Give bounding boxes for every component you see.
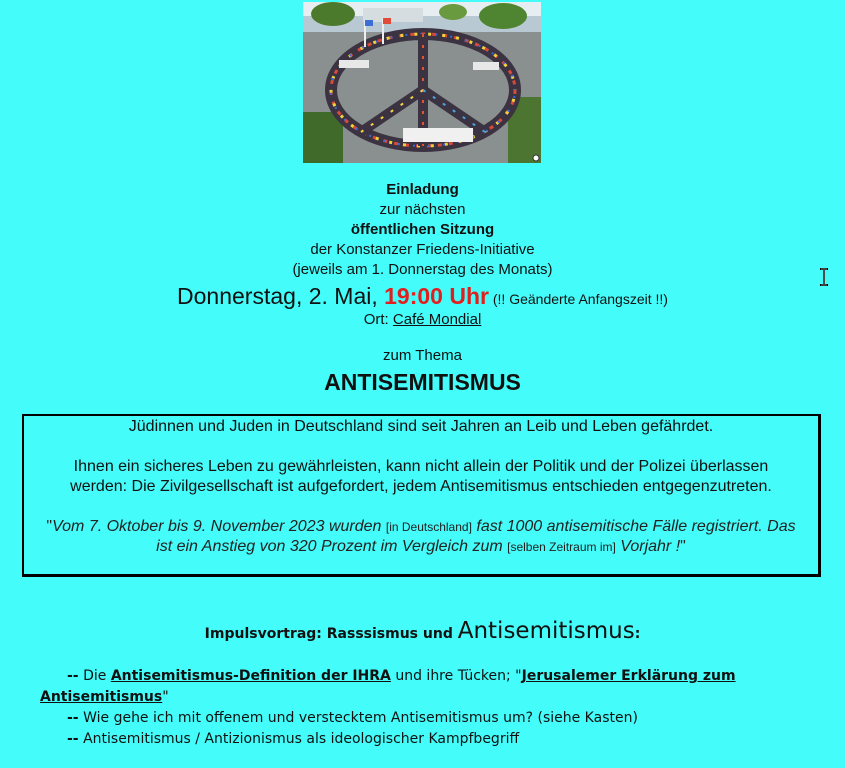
event-day: Donnerstag, 2. Mai, — [177, 283, 385, 309]
invitation-public-session: öffentlichen Sitzung — [350, 221, 495, 238]
talk-heading: Impulsvortrag: Rasssismus und Antisemitismus: — [204, 618, 641, 644]
jerusalem-declaration-link-cont[interactable]: Antisemitismus — [40, 689, 163, 705]
peace-sign-photo — [303, 2, 541, 163]
list-item: -- Die Antisemitismus-Definition der IHRA und ihre Tücken; "Jerusalemer Erklärung zum — [67, 668, 736, 684]
invitation-heading: Einladung — [386, 181, 459, 198]
bullet-dash: -- — [67, 710, 79, 726]
box-paragraph-danger: Jüdinnen und Juden in Deutschland sind seit Jahren an Leib und Leben gefährdet. — [128, 418, 714, 435]
text-cursor-icon — [818, 268, 830, 286]
info-box — [22, 414, 821, 577]
location-label: Ort: — [363, 311, 393, 328]
event-location — [0, 310, 845, 330]
time-change-note: (!! Geänderte Anfangszeit !!) — [488, 291, 668, 307]
list-item: -- Wie gehe ich mit offenem und verstecktem Antisemitismus um? (siehe Kasten) — [67, 710, 638, 726]
list-item: -- Antisemitismus / Antizionismus als ideologischer Kampfbegriff — [67, 731, 520, 747]
box-paragraph-society: Ihnen ein sicheres Leben zu gewährleisten, kann nicht allein der Politik und der Polizei überlassen werden: Die Zivilgesellschaft ist aufgefordert, jedem Antisemitismus entschieden entgegenzutreten. — [70, 458, 772, 495]
event-time: 19:00 Uhr — [384, 283, 489, 309]
invitation-schedule-note: (jeweils am 1. Donnerstag des Monats) — [292, 261, 553, 278]
peace-sign-illustration — [303, 2, 541, 163]
box-statistics-quote: "Vom 7. Oktober bis 9. November 2023 wurden [in Deutschland] fast 1000 antisemitische Fälle registriert. Das ist ein Anstieg von 320 Prozent im Vergleich zum [selben Zeitraum im] Vorjahr !" — [46, 518, 796, 555]
ihra-definition-link[interactable]: Antisemitismus-Definition der IHRA — [110, 668, 391, 684]
bullet-dash: -- — [67, 731, 79, 747]
invitation-organization: der Konstanzer Friedens-Initiative — [310, 241, 535, 258]
invitation-line-next: zur nächsten — [379, 201, 466, 218]
talk-prefix: Impulsvortrag: Rasssismus und — [204, 626, 458, 642]
bullet-dash: -- — [67, 668, 79, 684]
list-item-continuation: Antisemitismus" — [40, 689, 169, 705]
topic-intro: zum Thema — [383, 347, 462, 364]
talk-main-topic: Antisemitismus — [457, 618, 635, 644]
jerusalem-declaration-link[interactable]: Jerusalemer Erklärung zum — [521, 668, 736, 684]
topic-title: ANTISEMITISMUS — [324, 369, 521, 395]
talk-bullet-list — [40, 666, 760, 750]
location-link[interactable]: Café Mondial — [392, 311, 482, 328]
